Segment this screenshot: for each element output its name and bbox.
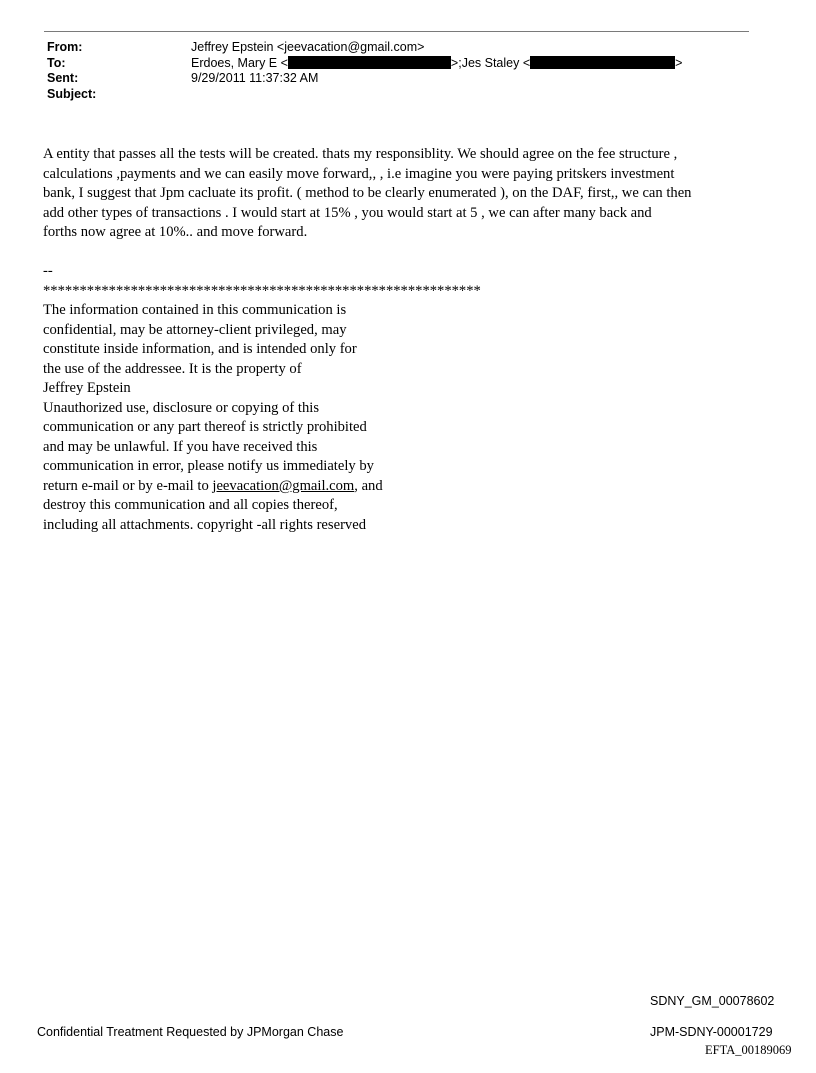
redaction-bar [530, 56, 675, 69]
from-label: From: [47, 40, 83, 54]
to-label: To: [47, 55, 66, 70]
disclaimer-line: including all attachments. copyright -all rights reserved [43, 516, 366, 533]
subject-row [47, 87, 682, 103]
from-value: Jeffrey Epstein <jeevacation@gmail.com> [191, 40, 425, 54]
disclaimer-line: destroy this communication and all copies thereof, [43, 497, 338, 513]
disclaimer-line: the use of the addressee. It is the property of [43, 360, 302, 377]
email-header [47, 40, 682, 102]
from-row [47, 40, 682, 56]
disclaimer-line: and may be unlawful. If you have received this [43, 438, 318, 455]
email-body [43, 145, 763, 243]
signature-dashes: -- [43, 263, 53, 279]
subject-label: Subject: [47, 86, 97, 101]
to-close-bracket: > [675, 55, 683, 70]
sent-label: Sent: [47, 71, 79, 85]
header-divider [44, 31, 749, 32]
body-line: calculations ,payments and we can easily move forward,, , i.e imagine you were paying pritskers investment [43, 165, 675, 182]
bates-number-efta: EFTA_00189069 [705, 1043, 792, 1057]
disclaimer-line: communication in error, please notify us immediately by [43, 458, 374, 474]
disclaimer-line: constitute inside information, and is intended only for [43, 341, 357, 357]
disclaimer-line: Unauthorized use, disclosure or copying of this [43, 399, 320, 416]
to-recipient-1: Erdoes, Mary E < [191, 55, 288, 70]
email-link[interactable]: jeevacation@gmail.com [212, 477, 355, 494]
body-line: bank, I suggest that Jpm cacluate its profit. ( method to be clearly enumerated ), on the DAF, first,, we can then [43, 185, 692, 201]
to-recipient-2: >;Jes Staley < [450, 55, 531, 70]
body-line: A entity that passes all the tests will be created. thats my responsiblity. We should agree on the fee structure , [43, 146, 678, 162]
email-line-prefix: return e-mail or by e-mail to [43, 477, 213, 494]
sent-row [47, 71, 682, 87]
disclaimer-line: communication or any part thereof is strictly prohibited [43, 419, 367, 435]
bates-number-sdny: SDNY_GM_00078602 [650, 994, 775, 1008]
email-line-suffix: , and [354, 477, 383, 494]
redaction-bar [288, 56, 451, 69]
body-line: add other types of transactions . I would start at 15% , you would start at 5 , we can after many back and [43, 204, 652, 221]
sent-value: 9/29/2011 11:37:32 AM [191, 71, 319, 85]
disclaimer-line: Jeffrey Epstein [43, 380, 131, 396]
bates-number-jpm: JPM-SDNY-00001729 [650, 1025, 773, 1039]
disclaimer-line: The information contained in this communication is [43, 302, 347, 318]
to-row [47, 56, 682, 72]
body-line: forths now agree at 10%.. and move forward. [43, 224, 308, 240]
disclaimer-line: confidential, may be attorney-client privileged, may [43, 321, 347, 338]
confidential-notice: Confidential Treatment Requested by JPMorgan Chase [37, 1025, 344, 1039]
email-signature [43, 262, 481, 535]
disclaimer-line-email [43, 477, 481, 497]
to-value [191, 56, 682, 72]
signature-stars: ************************************************************ [43, 282, 481, 299]
